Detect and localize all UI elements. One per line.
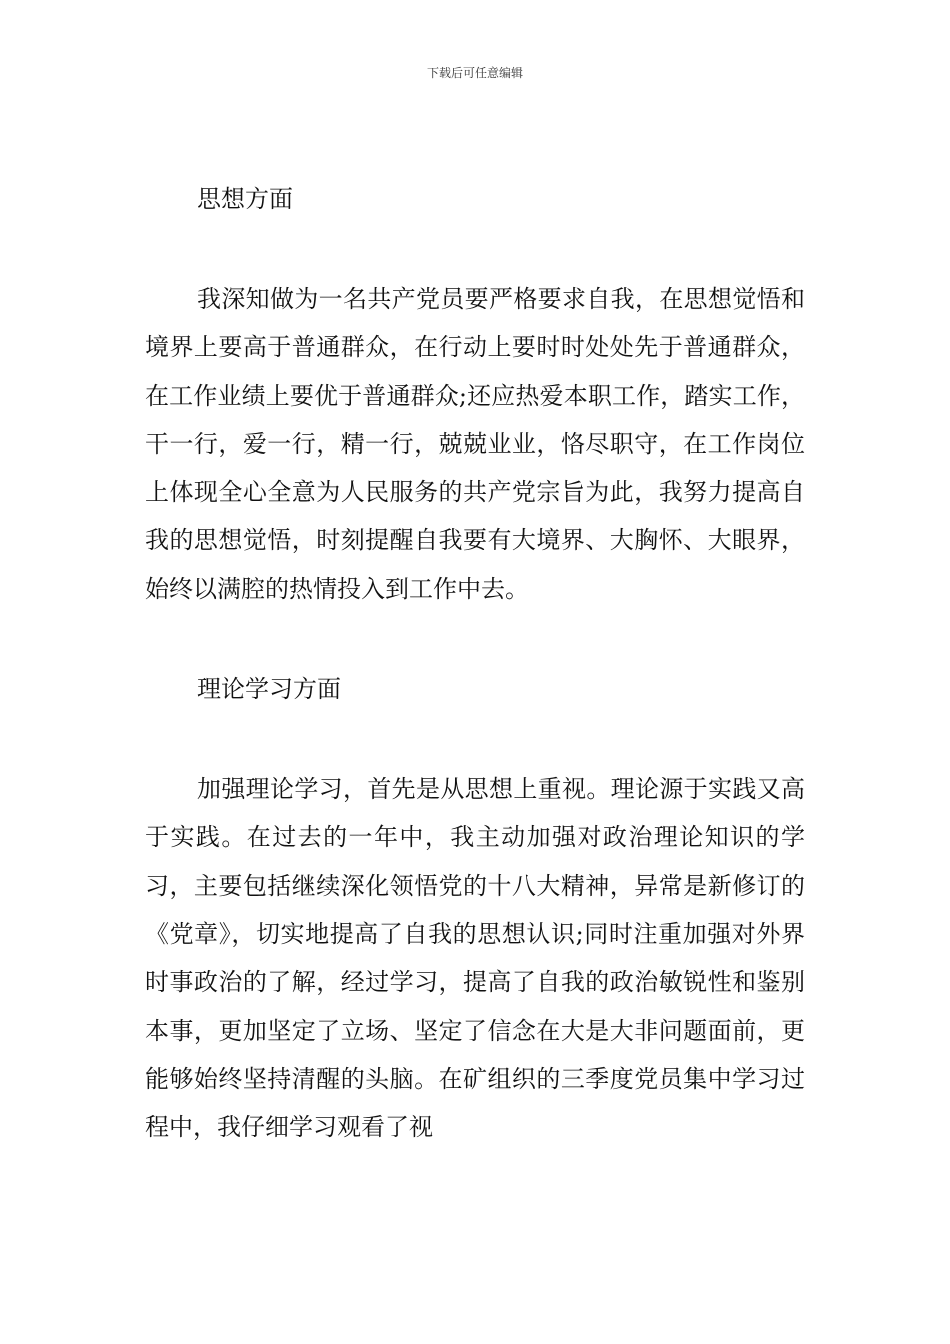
section-heading: 思想方面 [197, 185, 293, 213]
section-theory-study [145, 665, 805, 1151]
section-paragraph: 加强理论学习，首先是从思想上重视。理论源于实践又高于实践。在过去的一年中，我主动加强对政治理论知识的学习，主要包括继续深化领悟党的十八大精神，异常是新修订的《党章》，切实地提高了自我的思想认识;同时注重加强对外界时事政治的了解，经过学习，提高了自我的政治敏锐性和鉴别本事，更加坚定了立场、坚定了信念在大是大非问题面前，更能够始终坚持清醒的头脑。在矿组织的三季度党员集中学习过程中，我仔细学习观看了视 [145, 775, 805, 1142]
section-heading: 理论学习方面 [197, 675, 341, 704]
section-ideology [145, 175, 805, 613]
document-body [145, 175, 805, 1151]
page-header-note: 下载后可任意编辑 [426, 66, 523, 80]
section-paragraph: 我深知做为一名共产党员要严格要求自我，在思想觉悟和境界上要高于普通群众，在行动上要时时处处先于普通群众，在工作业绩上要优于普通群众;还应热爱本职工作，踏实工作，干一行，爱一行，精一行，兢兢业业，恪尽职守，在工作岗位上体现全心全意为人民服务的共产党宗旨为此，我努力提高自我的思想觉悟，时刻提醒自我要有大境界、大胸怀、大眼界，始终以满腔的热情投入到工作中去。 [145, 285, 805, 603]
